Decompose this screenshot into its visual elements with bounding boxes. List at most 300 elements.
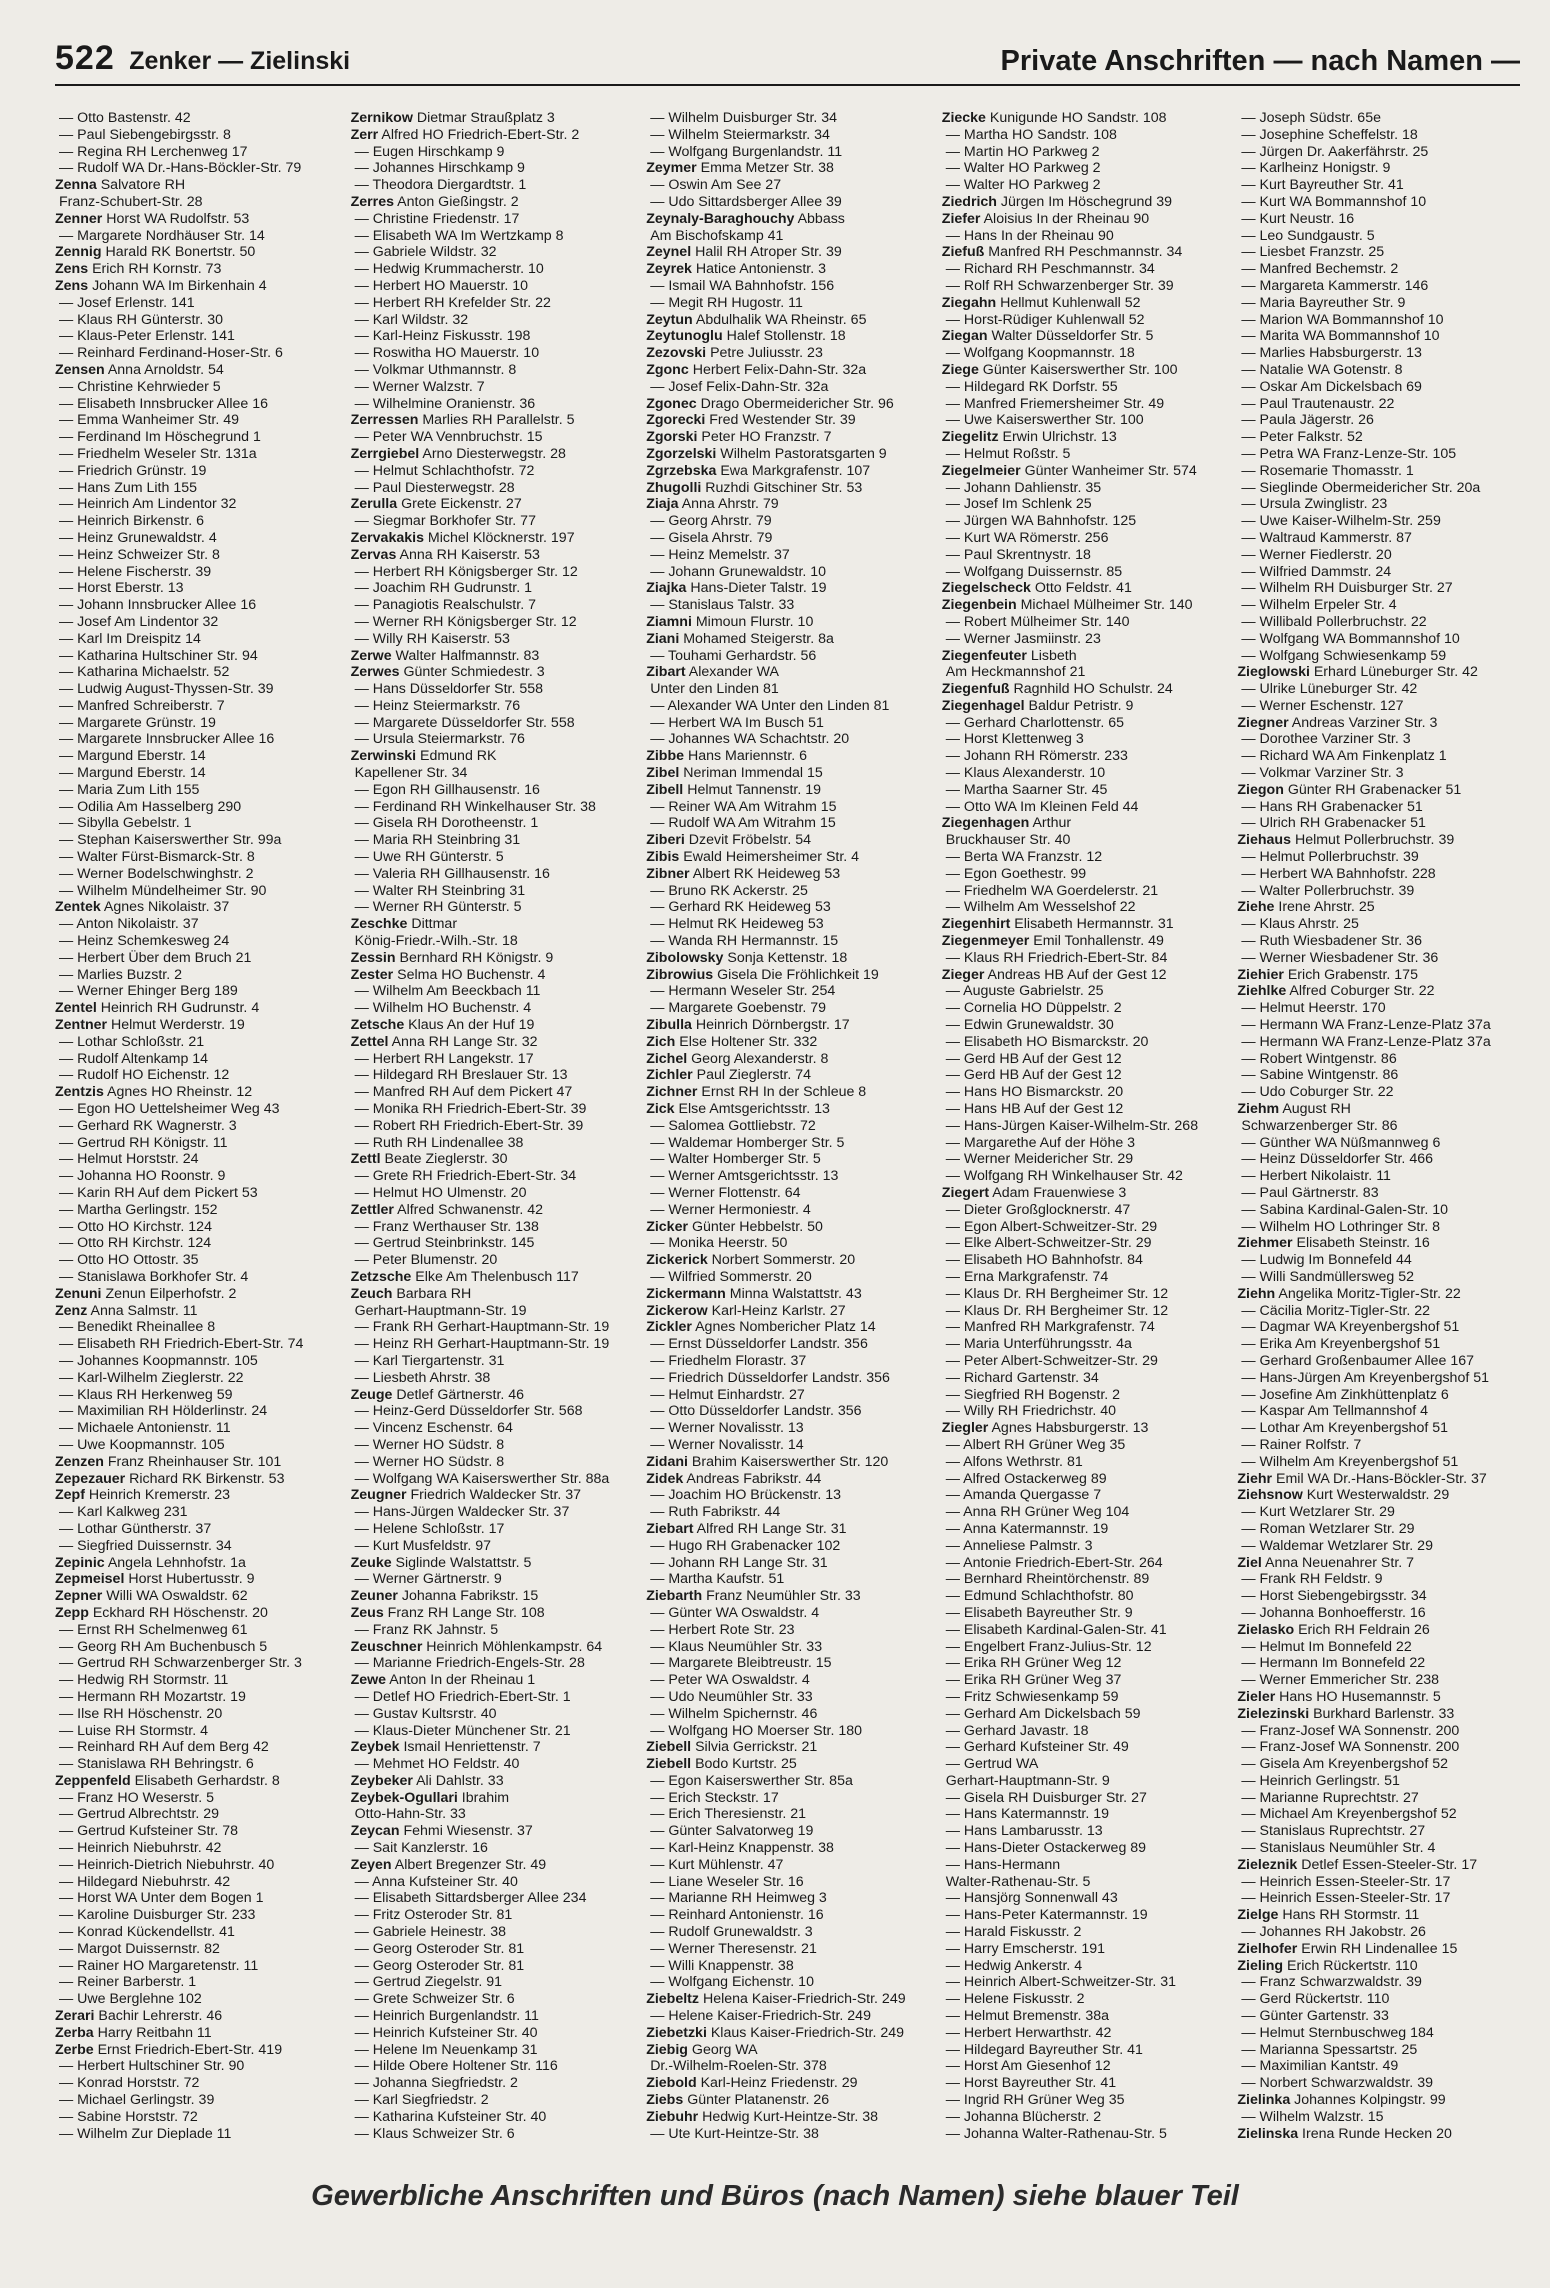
entry-surname: Ziegner xyxy=(1237,714,1289,731)
entry-details: — Walter HO Parkweg 2 xyxy=(945,160,1101,177)
directory-entry xyxy=(351,1202,639,1219)
directory-entry xyxy=(646,2058,934,2075)
directory-entry xyxy=(942,1706,1230,1723)
entry-details: Erwin Ulrichstr. 13 xyxy=(998,429,1117,446)
entry-details: — Elisabeth Innsbrucker Allee 16 xyxy=(59,395,268,412)
entry-details: — Karl Tiergartenstr. 31 xyxy=(354,1352,505,1369)
directory-entry xyxy=(646,396,934,413)
directory-entry xyxy=(942,715,1230,732)
entry-details: — Kurt Mühlenstr. 47 xyxy=(650,1856,784,1873)
directory-entry xyxy=(55,1101,343,1118)
entry-details: — Uwe Kaiserswerther Str. 100 xyxy=(945,412,1144,429)
directory-entry xyxy=(351,1723,639,1740)
directory-entry xyxy=(1237,1219,1525,1236)
entry-details: — Karl-Wilhelm Zieglerstr. 22 xyxy=(59,1369,244,1386)
entry-details: — Hermann Im Bonnefeld 22 xyxy=(1241,1655,1426,1672)
entry-details: — Werner HO Südstr. 8 xyxy=(354,1453,505,1470)
entry-surname: Zeybeker xyxy=(350,1772,413,1789)
entry-surname: Zielge xyxy=(1237,1907,1279,1924)
directory-entry xyxy=(646,1101,934,1118)
directory-entry xyxy=(55,127,343,144)
directory-entry xyxy=(646,1051,934,1068)
entry-details: — Marianne Friedrich-Engels-Str. 28 xyxy=(354,1655,585,1672)
entry-surname: Zielhofer xyxy=(1237,1940,1298,1957)
entry-details: Paul Zieglerstr. 74 xyxy=(692,1067,812,1084)
directory-entry xyxy=(942,1084,1230,1101)
directory-entry xyxy=(1237,446,1525,463)
directory-entry xyxy=(646,1857,934,1874)
entry-surname: Ziegler xyxy=(941,1420,989,1437)
directory-entry xyxy=(351,530,639,547)
directory-entry xyxy=(646,1790,934,1807)
entry-details: — Wolfgang HO Moerser Str. 180 xyxy=(650,1722,863,1739)
entry-surname: Zibis xyxy=(646,849,680,866)
directory-entry xyxy=(1237,312,1525,329)
directory-entry xyxy=(351,1890,639,1907)
directory-entry xyxy=(1237,1689,1525,1706)
entry-surname: Ziberi xyxy=(646,832,685,849)
entry-details: — Klaus RH Friedrich-Ebert-Str. 84 xyxy=(945,949,1168,966)
entry-surname: Zeynaly-Baraghouchy xyxy=(646,210,795,227)
entry-details: Erich RH Kornstr. 73 xyxy=(88,261,222,278)
entry-details: Günter Platanenstr. 26 xyxy=(683,2092,830,2109)
directory-entry xyxy=(55,1118,343,1135)
directory-entry xyxy=(55,2126,343,2140)
directory-entry xyxy=(942,782,1230,799)
entry-details: — Rolf RH Schwarzenberger Str. 39 xyxy=(945,277,1174,294)
entry-details: — Mehmet HO Feldstr. 40 xyxy=(354,1756,520,1773)
directory-entry xyxy=(646,144,934,161)
directory-entry xyxy=(1237,1353,1525,1370)
directory-entry xyxy=(942,1353,1230,1370)
entry-details: — Liesbeth Ahrstr. 38 xyxy=(354,1369,491,1386)
entry-details: Siglinde Walstattstr. 5 xyxy=(391,1554,532,1571)
entry-surname: Ziehmer xyxy=(1237,1235,1293,1252)
entry-details: — Waltraud Kammerstr. 87 xyxy=(1241,529,1412,546)
entry-details: — Ulrich RH Grabenacker 51 xyxy=(1241,815,1426,832)
entry-surname: Zezovski xyxy=(646,345,707,362)
entry-details: — Heinrich Essen-Steeler-Str. 17 xyxy=(1241,1873,1451,1890)
entry-details: — Johann RH Lange Str. 31 xyxy=(650,1554,828,1571)
entry-details: — Elisabeth Bayreuther Str. 9 xyxy=(945,1604,1133,1621)
directory-entry xyxy=(55,1135,343,1152)
entry-details: — Touhami Gerhardstr. 56 xyxy=(650,647,817,664)
directory-entry xyxy=(646,244,934,261)
entry-details: Zenun Eilperhofstr. 2 xyxy=(101,1285,237,1302)
entry-details: — Karl Im Dreispitz 14 xyxy=(59,630,201,647)
directory-entry xyxy=(942,899,1230,916)
entry-details: — Heinrich Gerlingstr. 51 xyxy=(1241,1772,1400,1789)
entry-details: — Ruth Wiesbadener Str. 36 xyxy=(1241,933,1422,950)
directory-entry xyxy=(1237,127,1525,144)
entry-details: Anna Salmstr. 11 xyxy=(87,1302,198,1319)
entry-details: Anna RH Kaiserstr. 53 xyxy=(396,546,540,563)
entry-details: Gerhart-Hauptmann-Str. 19 xyxy=(354,1302,527,1319)
entry-details: — Stanislawa Borkhofer Str. 4 xyxy=(59,1268,249,1285)
entry-surname: Zennig xyxy=(55,244,102,261)
directory-entry xyxy=(351,547,639,564)
directory-entry xyxy=(942,1907,1230,1924)
directory-entry xyxy=(1237,916,1525,933)
entry-details: Aloisius In der Rheinau 90 xyxy=(980,210,1150,227)
directory-entry xyxy=(351,1655,639,1672)
entry-details: — Gertrud WA xyxy=(945,1756,1039,1773)
entry-details: Franz Rheinhauser Str. 101 xyxy=(103,1453,282,1470)
entry-surname: Zgonc xyxy=(646,361,689,378)
entry-surname: Ziehsnow xyxy=(1237,1487,1303,1504)
entry-surname: Zielinka xyxy=(1237,2092,1291,2109)
directory-entry xyxy=(55,1269,343,1286)
entry-surname: Zibner xyxy=(646,865,690,882)
directory-entry xyxy=(1237,1319,1525,1336)
entry-details: — Johannes Hirschkamp 9 xyxy=(354,160,525,177)
entry-details: Ismail Henriettenstr. 7 xyxy=(399,1739,541,1756)
entry-details: — Margund Eberstr. 14 xyxy=(59,765,206,782)
directory-entry xyxy=(1237,2008,1525,2025)
directory-entry xyxy=(55,530,343,547)
directory-entry xyxy=(1237,228,1525,245)
directory-entry xyxy=(351,1571,639,1588)
directory-entry xyxy=(1237,362,1525,379)
directory-entry xyxy=(1237,211,1525,228)
entry-surname: Zhugolli xyxy=(646,479,702,496)
directory-entry xyxy=(55,698,343,715)
entry-details: — Franz-Josef WA Sonnenstr. 200 xyxy=(1241,1739,1460,1756)
entry-details: — Werner Meidericher Str. 29 xyxy=(945,1151,1134,1168)
directory-entry xyxy=(942,2008,1230,2025)
entry-details: — Liane Weseler Str. 16 xyxy=(650,1873,804,1890)
entry-details: — Alfred Ostackerweg 89 xyxy=(945,1470,1107,1487)
directory-entry xyxy=(1237,194,1525,211)
entry-details: — Hans-Jürgen Waldecker Str. 37 xyxy=(354,1504,570,1521)
entry-details: — Roman Wetzlarer Str. 29 xyxy=(1241,1520,1415,1537)
entry-details: — Marlies Habsburgerstr. 13 xyxy=(1241,345,1422,362)
entry-details: — Anna RH Grüner Weg 104 xyxy=(945,1504,1130,1521)
entry-details: — Helmut Roßstr. 5 xyxy=(945,445,1071,462)
directory-entry xyxy=(942,160,1230,177)
entry-details: — Vincenz Eschenstr. 64 xyxy=(354,1420,513,1437)
entry-details: Elisabeth Gerhardstr. 8 xyxy=(130,1772,280,1789)
entry-details: — Udo Neumühler Str. 33 xyxy=(650,1688,813,1705)
entry-surname: Zenuni xyxy=(55,1285,102,1302)
entry-details: — Werner Fiedlerstr. 20 xyxy=(1241,546,1392,563)
directory-entry xyxy=(942,412,1230,429)
directory-entry xyxy=(1237,2075,1525,2092)
directory-entry xyxy=(646,1924,934,1941)
entry-details: Helmut Werderstr. 19 xyxy=(107,1017,245,1034)
directory-entry xyxy=(942,1958,1230,1975)
entry-details: — Volkmar Uthmannstr. 8 xyxy=(354,361,517,378)
entry-details: — Kurt Musfeldstr. 97 xyxy=(354,1537,492,1554)
entry-details: Harry Reitbahn 11 xyxy=(93,2024,212,2041)
directory-entry xyxy=(1237,614,1525,631)
entry-details: — Sibylla Gebelstr. 1 xyxy=(59,815,192,832)
directory-entry xyxy=(1237,815,1525,832)
entry-details: Andreas Varziner Str. 3 xyxy=(1288,714,1438,731)
directory-entry xyxy=(351,1840,639,1857)
directory-entry xyxy=(351,1101,639,1118)
directory-entry xyxy=(942,379,1230,396)
directory-entry xyxy=(1237,1739,1525,1756)
directory-entry xyxy=(1237,631,1525,648)
entry-surname: Zerrgiebel xyxy=(350,445,420,462)
directory-entry xyxy=(55,1168,343,1185)
directory-entry xyxy=(1237,1974,1525,1991)
entry-details: — Werner Flottenstr. 64 xyxy=(650,1185,801,1201)
directory-entry xyxy=(942,1202,1230,1219)
entry-details: Franz Neumühler Str. 33 xyxy=(702,1588,861,1605)
entry-details: — Wilhelm Duisburger Str. 34 xyxy=(650,110,838,126)
directory-entry xyxy=(351,110,639,127)
entry-details: — Margarete Innsbrucker Allee 16 xyxy=(59,731,275,748)
directory-entry xyxy=(1237,1672,1525,1689)
directory-entry xyxy=(942,1303,1230,1320)
entry-details: — Gertrud Ziegelstr. 91 xyxy=(354,1974,503,1991)
directory-entry xyxy=(646,1723,934,1740)
directory-entry xyxy=(942,1219,1230,1236)
directory-entry xyxy=(55,1067,343,1084)
entry-details: — Lothar Am Kreyenbergshof 51 xyxy=(1241,1420,1449,1437)
entry-surname: Zgrzebska xyxy=(646,462,717,479)
directory-entry xyxy=(942,1924,1230,1941)
directory-entry xyxy=(351,1387,639,1404)
directory-entry xyxy=(646,496,934,513)
entry-details: Franz RH Lange Str. 108 xyxy=(383,1604,545,1621)
entry-details: — Kurt WA Römerstr. 256 xyxy=(945,529,1109,546)
entry-details: — Paul Trautenaustr. 22 xyxy=(1241,395,1395,412)
entry-surname: Ziebeltz xyxy=(646,1991,700,2008)
entry-surname: Ziehier xyxy=(1237,966,1284,983)
entry-details: Petre Juliusstr. 23 xyxy=(706,345,823,362)
entry-details: Heinrich Möhlenkampstr. 64 xyxy=(422,1638,603,1655)
entry-surname: Zidek xyxy=(646,1470,684,1487)
directory-entry xyxy=(646,261,934,278)
directory-entry xyxy=(942,513,1230,530)
directory-entry xyxy=(351,866,639,883)
entry-surname: Ziegan xyxy=(941,328,988,345)
directory-entry xyxy=(942,1319,1230,1336)
entry-details: — Margund Eberstr. 14 xyxy=(59,748,206,765)
directory-entry xyxy=(646,362,934,379)
entry-details: Günter Schmiedestr. 3 xyxy=(399,664,545,681)
entry-details: — Margarete Grünstr. 19 xyxy=(59,714,216,731)
directory-entry xyxy=(646,513,934,530)
directory-entry xyxy=(55,1353,343,1370)
directory-entry xyxy=(55,261,343,278)
directory-entry xyxy=(351,1991,639,2008)
directory-entry xyxy=(351,1823,639,1840)
entry-details: Baldur Petristr. 9 xyxy=(1024,697,1134,714)
entry-details: — Berta WA Franzstr. 12 xyxy=(945,849,1103,866)
entry-details: — Uwe Berglehne 102 xyxy=(59,1991,202,2008)
directory-entry xyxy=(351,883,639,900)
directory-entry xyxy=(351,832,639,849)
directory-entry xyxy=(55,1437,343,1454)
directory-entry xyxy=(351,1907,639,1924)
directory-entry xyxy=(55,1941,343,1958)
entry-details: — Helene Fiskusstr. 2 xyxy=(945,1991,1085,2008)
entry-details: — Heinrich Kufsteiner Str. 40 xyxy=(354,2024,538,2041)
entry-details: — Wolfgang Burgenlandstr. 11 xyxy=(650,143,843,160)
directory-entry xyxy=(55,1689,343,1706)
entry-details: — Wilhelm Erpeler Str. 4 xyxy=(1241,597,1397,614)
directory-entry xyxy=(55,1773,343,1790)
entry-details: — Franz Schwarzwaldstr. 39 xyxy=(1241,1974,1422,1991)
entry-details: — Walter Fürst-Bismarck-Str. 8 xyxy=(59,849,255,866)
entry-surname: Zeuke xyxy=(350,1554,392,1571)
entry-details: — Georg RH Am Buchenbusch 5 xyxy=(59,1638,268,1655)
directory-entry xyxy=(942,866,1230,883)
directory-entry xyxy=(1237,1538,1525,1555)
entry-details: — Elisabeth WA Im Wertzkamp 8 xyxy=(354,227,564,244)
directory-column-3 xyxy=(646,110,934,2140)
directory-entry xyxy=(646,1890,934,1907)
entry-details: — Hans-Dieter Ostackerweg 89 xyxy=(945,1840,1147,1857)
directory-entry xyxy=(942,1890,1230,1907)
entry-surname: Zentel xyxy=(55,1000,97,1017)
directory-entry xyxy=(942,345,1230,362)
directory-entry xyxy=(646,177,934,194)
entry-details: — Horst Eberstr. 13 xyxy=(59,580,184,597)
entry-details: — Hansjörg Sonnenwall 43 xyxy=(945,1890,1118,1907)
entry-surname: Zerres xyxy=(350,193,394,210)
entry-details: — Heinz RH Gerhart-Hauptmann-Str. 19 xyxy=(354,1336,610,1353)
entry-surname: Ziehm xyxy=(1237,1101,1280,1118)
entry-details: — Katharina Kufsteiner Str. 40 xyxy=(354,2108,547,2125)
directory-entry xyxy=(1237,1370,1525,1387)
entry-details: Walter Düsseldorfer Str. 5 xyxy=(987,328,1154,345)
entry-details: — Helene Im Neuenkamp 31 xyxy=(354,2041,538,2058)
directory-entry xyxy=(942,2075,1230,2092)
directory-entry xyxy=(646,1370,934,1387)
directory-entry xyxy=(1237,1202,1525,1219)
directory-entry xyxy=(351,1806,639,1823)
directory-entry xyxy=(646,1571,934,1588)
entry-details: — Gerhard Javastr. 18 xyxy=(945,1722,1089,1739)
directory-entry xyxy=(646,211,934,228)
entry-details: — Hans-Peter Katermannstr. 19 xyxy=(945,1907,1148,1924)
entry-details: — Elisabeth RH Friedrich-Ebert-Str. 74 xyxy=(59,1336,304,1353)
directory-entry xyxy=(351,1857,639,1874)
entry-details: — Wilhelm Steiermarkstr. 34 xyxy=(650,126,830,143)
entry-details: — Valeria RH Gillhausenstr. 16 xyxy=(354,865,550,882)
entry-details: — Heinrich Essen-Steeler-Str. 17 xyxy=(1241,1890,1451,1907)
entry-details: — Heinz Steiermarkstr. 76 xyxy=(354,697,521,714)
directory-entry xyxy=(646,1622,934,1639)
entry-details: — Gerhard Charlottenstr. 65 xyxy=(945,714,1124,731)
directory-entry xyxy=(942,1689,1230,1706)
directory-entry xyxy=(942,1118,1230,1135)
directory-entry xyxy=(646,1437,934,1454)
directory-entry xyxy=(55,110,343,127)
directory-entry xyxy=(55,1790,343,1807)
directory-entry xyxy=(351,127,639,144)
directory-entry xyxy=(55,1454,343,1471)
directory-entry xyxy=(646,1168,934,1185)
directory-entry xyxy=(646,698,934,715)
directory-entry xyxy=(351,345,639,362)
directory-entry xyxy=(55,144,343,161)
directory-entry xyxy=(942,1252,1230,1269)
directory-entry xyxy=(55,1991,343,2008)
entry-details: — Margareta Kammerstr. 146 xyxy=(1241,277,1429,294)
entry-details: — Michael Am Kreyenbergshof 52 xyxy=(1241,1806,1457,1823)
directory-entry xyxy=(646,2126,934,2140)
entry-details: Ewald Heimersheimer Str. 4 xyxy=(679,849,860,866)
entry-details: Helmut Pollerbruchstr. 39 xyxy=(1291,832,1455,849)
footer-note: Gewerbliche Anschriften und Büros (nach Namen) siehe blauer Teil xyxy=(311,2180,1239,2212)
entry-details: — Uwe Kaiser-Wilhelm-Str. 259 xyxy=(1241,513,1441,530)
entry-details: Schwarzenberger Str. 86 xyxy=(1241,1117,1398,1134)
entry-details: — Wolfgang Eichenstr. 10 xyxy=(650,1974,814,1991)
entry-details: — Bruno RK Ackerstr. 25 xyxy=(650,882,808,899)
entry-surname: Ziehlke xyxy=(1237,983,1287,1000)
directory-entry xyxy=(1237,866,1525,883)
entry-details: — Walter RH Steinbring 31 xyxy=(354,882,526,899)
directory-entry xyxy=(942,748,1230,765)
directory-entry xyxy=(646,983,934,1000)
entry-surname: Ziegert xyxy=(941,1185,990,1201)
directory-entry xyxy=(55,446,343,463)
entry-details: Beate Zieglerstr. 30 xyxy=(380,1151,508,1168)
entry-details: — Wilhelm HO Buchenstr. 4 xyxy=(354,1000,532,1017)
directory-entry xyxy=(646,429,934,446)
directory-entry xyxy=(646,648,934,665)
directory-entry xyxy=(646,1336,934,1353)
entry-details: — Hildegard Bayreuther Str. 41 xyxy=(945,2041,1143,2058)
directory-entry xyxy=(351,1924,639,1941)
entry-details: — Wilhelm Am Wesselshof 22 xyxy=(945,899,1136,916)
directory-entry xyxy=(1237,2109,1525,2126)
entry-details: Hatice Antonienstr. 3 xyxy=(691,261,827,278)
directory-entry xyxy=(1237,1857,1525,1874)
entry-surname: Ziebell xyxy=(646,1756,692,1773)
entry-details: — Klaus RH Herkenweg 59 xyxy=(59,1386,233,1403)
directory-entry xyxy=(1237,1521,1525,1538)
directory-entry xyxy=(1237,1017,1525,1034)
entry-details: Salvatore RH xyxy=(96,177,186,194)
entry-details: — Elisabeth Kardinal-Galen-Str. 41 xyxy=(945,1621,1167,1638)
entry-details: — Marianna Spessartstr. 25 xyxy=(1241,2041,1418,2058)
directory-entry xyxy=(55,782,343,799)
entry-details: — Werner Hermoniestr. 4 xyxy=(650,1201,811,1218)
directory-entry xyxy=(942,614,1230,631)
directory-entry xyxy=(942,1370,1230,1387)
entry-details: Elke Am Thelenbusch 117 xyxy=(411,1268,579,1285)
directory-entry xyxy=(351,2025,639,2042)
directory-entry xyxy=(646,631,934,648)
directory-entry xyxy=(646,1118,934,1135)
directory-entry xyxy=(55,362,343,379)
directory-entry xyxy=(351,1319,639,1336)
entry-details: — Friedhelm WA Goerdelerstr. 21 xyxy=(945,882,1159,899)
entry-details: Johanna Fabrikstr. 15 xyxy=(397,1588,539,1605)
entry-details: Angela Lehnhofstr. 1a xyxy=(104,1554,246,1571)
entry-details: — Erich Theresienstr. 21 xyxy=(650,1806,807,1823)
directory-entry xyxy=(55,1487,343,1504)
entry-surname: Zieler xyxy=(1237,1688,1276,1705)
entry-details: — Werner HO Südstr. 8 xyxy=(354,1436,505,1453)
entry-details: — Friedhelm Weseler Str. 131a xyxy=(59,445,257,462)
directory-entry xyxy=(55,513,343,530)
directory-entry xyxy=(646,278,934,295)
entry-surname: Zepezauer xyxy=(55,1470,126,1487)
directory-entry xyxy=(1237,177,1525,194)
directory-entry xyxy=(646,883,934,900)
directory-entry xyxy=(646,295,934,312)
directory-entry xyxy=(646,1185,934,1202)
entry-details: Harald RK Bonertstr. 50 xyxy=(101,244,256,261)
